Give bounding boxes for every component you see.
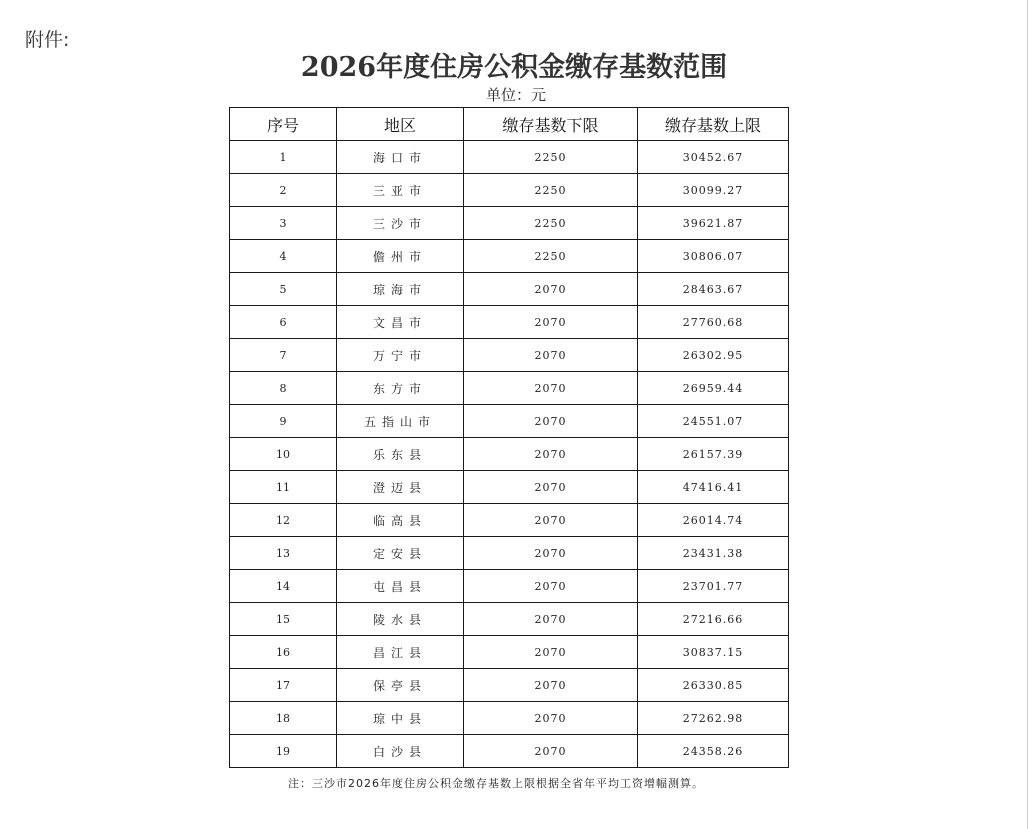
seq-cell: 1 (230, 141, 337, 174)
region-cell: 屯昌县 (337, 570, 464, 603)
seq-cell: 16 (230, 636, 337, 669)
upper-limit-cell: 30806.07 (638, 240, 789, 273)
lower-limit-cell: 2070 (464, 636, 638, 669)
seq-cell: 9 (230, 405, 337, 438)
table-row (230, 669, 789, 702)
lower-limit-cell: 2070 (464, 570, 638, 603)
upper-limit-cell: 27216.66 (638, 603, 789, 636)
header-region: 地区 (337, 108, 464, 141)
table-body (230, 141, 789, 768)
lower-limit-cell: 2070 (464, 537, 638, 570)
unit-label: 单位：元 (486, 86, 547, 104)
seq-cell: 7 (230, 339, 337, 372)
upper-limit-cell: 24358.26 (638, 735, 789, 768)
table-row (230, 735, 789, 768)
table-row (230, 702, 789, 735)
region-cell: 万宁市 (337, 339, 464, 372)
region-cell: 白沙县 (337, 735, 464, 768)
upper-limit-cell: 39621.87 (638, 207, 789, 240)
upper-limit-cell: 26959.44 (638, 372, 789, 405)
table-row (230, 207, 789, 240)
region-cell: 定安县 (337, 537, 464, 570)
seq-cell: 11 (230, 471, 337, 504)
table-row (230, 537, 789, 570)
table-row (230, 372, 789, 405)
seq-cell: 17 (230, 669, 337, 702)
table-row (230, 141, 789, 174)
header-seq: 序号 (230, 108, 337, 141)
seq-cell: 6 (230, 306, 337, 339)
table-row (230, 405, 789, 438)
attachment-label: 附件: (25, 29, 70, 51)
seq-cell: 3 (230, 207, 337, 240)
table-row (230, 306, 789, 339)
table-row (230, 636, 789, 669)
upper-limit-cell: 30837.15 (638, 636, 789, 669)
region-cell: 文昌市 (337, 306, 464, 339)
seq-cell: 2 (230, 174, 337, 207)
region-cell: 琼海市 (337, 273, 464, 306)
table-row (230, 504, 789, 537)
seq-cell: 12 (230, 504, 337, 537)
region-cell: 儋州市 (337, 240, 464, 273)
region-cell: 三沙市 (337, 207, 464, 240)
document-title: 2026年度住房公积金缴存基数范围 (300, 52, 728, 83)
upper-limit-cell: 26330.85 (638, 669, 789, 702)
lower-limit-cell: 2250 (464, 141, 638, 174)
table-row (230, 570, 789, 603)
lower-limit-cell: 2070 (464, 372, 638, 405)
region-cell: 海口市 (337, 141, 464, 174)
footnote: 注：三沙市2026年度住房公积金缴存基数上限根据全省年平均工资增幅测算。 (288, 777, 704, 790)
region-cell: 保亭县 (337, 669, 464, 702)
lower-limit-cell: 2070 (464, 504, 638, 537)
upper-limit-cell: 23701.77 (638, 570, 789, 603)
contribution-base-table (229, 107, 789, 768)
lower-limit-cell: 2070 (464, 339, 638, 372)
region-cell: 琼中县 (337, 702, 464, 735)
seq-cell: 14 (230, 570, 337, 603)
upper-limit-cell: 27262.98 (638, 702, 789, 735)
lower-limit-cell: 2070 (464, 438, 638, 471)
table-row (230, 240, 789, 273)
seq-cell: 18 (230, 702, 337, 735)
table-row (230, 438, 789, 471)
region-cell: 临高县 (337, 504, 464, 537)
region-cell: 五指山市 (337, 405, 464, 438)
table-row (230, 603, 789, 636)
seq-cell: 5 (230, 273, 337, 306)
region-cell: 陵水县 (337, 603, 464, 636)
lower-limit-cell: 2070 (464, 273, 638, 306)
seq-cell: 10 (230, 438, 337, 471)
upper-limit-cell: 24551.07 (638, 405, 789, 438)
lower-limit-cell: 2250 (464, 174, 638, 207)
lower-limit-cell: 2070 (464, 405, 638, 438)
lower-limit-cell: 2070 (464, 603, 638, 636)
region-cell: 澄迈县 (337, 471, 464, 504)
region-cell: 昌江县 (337, 636, 464, 669)
table-row (230, 471, 789, 504)
upper-limit-cell: 23431.38 (638, 537, 789, 570)
seq-cell: 8 (230, 372, 337, 405)
upper-limit-cell: 27760.68 (638, 306, 789, 339)
lower-limit-cell: 2070 (464, 735, 638, 768)
upper-limit-cell: 26014.74 (638, 504, 789, 537)
table-row (230, 273, 789, 306)
table-row (230, 174, 789, 207)
upper-limit-cell: 30099.27 (638, 174, 789, 207)
header-upper-limit: 缴存基数上限 (638, 108, 789, 141)
seq-cell: 15 (230, 603, 337, 636)
lower-limit-cell: 2070 (464, 702, 638, 735)
region-cell: 东方市 (337, 372, 464, 405)
header-lower-limit: 缴存基数下限 (464, 108, 638, 141)
lower-limit-cell: 2070 (464, 669, 638, 702)
lower-limit-cell: 2250 (464, 240, 638, 273)
upper-limit-cell: 28463.67 (638, 273, 789, 306)
upper-limit-cell: 26157.39 (638, 438, 789, 471)
seq-cell: 13 (230, 537, 337, 570)
upper-limit-cell: 30452.67 (638, 141, 789, 174)
table-header-row (230, 108, 789, 141)
upper-limit-cell: 47416.41 (638, 471, 789, 504)
lower-limit-cell: 2070 (464, 306, 638, 339)
lower-limit-cell: 2070 (464, 471, 638, 504)
lower-limit-cell: 2250 (464, 207, 638, 240)
seq-cell: 19 (230, 735, 337, 768)
region-cell: 乐东县 (337, 438, 464, 471)
upper-limit-cell: 26302.95 (638, 339, 789, 372)
table-row (230, 339, 789, 372)
region-cell: 三亚市 (337, 174, 464, 207)
seq-cell: 4 (230, 240, 337, 273)
